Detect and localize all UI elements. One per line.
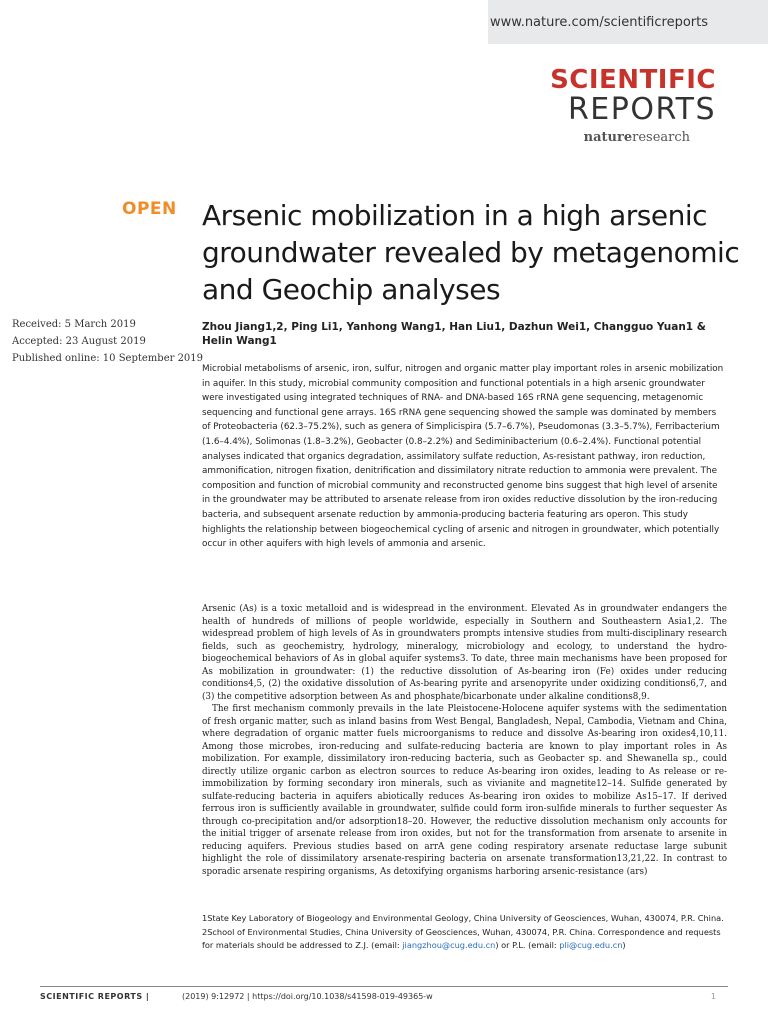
journal-logo	[550, 66, 716, 145]
affiliations-mid: ) or P.L. (email:	[495, 940, 560, 950]
footer-divider	[40, 986, 728, 987]
received-date: Received: 5 March 2019	[12, 319, 136, 330]
email-link-jiang[interactable]: jiangzhou@cug.edu.cn	[402, 940, 496, 950]
page-footer	[40, 992, 728, 1006]
body-paragraph-1: Arsenic (As) is a toxic metalloid and is widespread in the environment. Elevated As in groundwater endangers the health of hundreds of millions of people worldwide, especially in Southern and Southeastern Asia1,2. The widespread problem of high levels of As in groundwaters prompts intensive studies from multi-disciplinary research fields, such as geochemistry, hydrology, mineralogy, microbiology and ecology, to understand the hydro-biogeochemical behaviors of As in global aquifer systems3. To date, three main mechanisms have been proposed for As mobilization in groundwater: (1) the reductive dissolution of As-bearing iron (Fe) oxides under reducing conditions4,5, (2) the oxidative dissolution of As-bearing pyrite and arsenopyrite under oxidizing conditions6,7, and (3) the competitive adsorption between As and phosphate/bicarbonate under alkaline conditions8,9.	[202, 604, 727, 702]
author-list: Zhou Jiang1,2, Ping Li1, Yanhong Wang1, Han Liu1, Dazhun Wei1, Changguo Yuan1 & Helin Wang1	[202, 321, 706, 347]
published-date: Published online: 10 September 2019	[12, 353, 204, 364]
url-bar	[488, 0, 768, 44]
journal-url[interactable]: www.nature.com/scientificreports	[489, 15, 708, 30]
publisher-rest: research	[632, 130, 690, 145]
article-body	[202, 603, 727, 878]
abstract: Microbial metabolisms of arsenic, iron, sulfur, nitrogen and organic matter play important roles in arsenic mobilization in aquifer. In this study, microbial community composition and functional potentials in a high arsenic groundwater were investigated using integrated techniques of RNA- and DNA-based 16S rRNA gene sequencing, metagenomic sequencing and functional gene arrays. 16S rRNA gene sequencing showed the sample was dominated by members of Proteobacteria (62.3–75.2%), such as genera of Simplicispira (5.7–6.7%), Pseudomonas (3.3–5.7%), Ferribacterium (1.6–4.4%), Solimonas (1.8–3.2%), Geobacter (0.8–2.2%) and Sediminibacterium (0.6–2.4%). Functional potential analyses indicated that organics degradation, assimilatory sulfate reduction, As-resistant pathway, iron reduction, ammonification, nitrogen fixation, denitrification and dissimilatory nitrate reduction to ammonia were prevalent. The composition and function of microbial community and reconstructed genome bins suggest that high level of arsenite in the groundwater may be attributed to arsenate release from iron oxides reductive dissolution by the iron-reducing bacteria, and subsequent arsenate reduction by ammonia-producing bacteria featuring ars operon. This study highlights the relationship between biogeochemical cycling of arsenic and nitrogen in groundwater, which potentially occur in other aquifers with high levels of ammonia and arsenic.	[202, 364, 724, 550]
body-paragraph-2: The first mechanism commonly prevails in the late Pleistocene-Holocene aquifer systems with the sedimentation of fresh organic matter, such as inland basins from West Bengal, Bangladesh, Nepal, Cambodia, Vietnam and China, where degradation of organic matter fuels microorganisms to reduce and dissolve As-bearing iron oxides4,10,11. Among those microbes, iron-reducing and sulfate-reducing bacteria are known to play important roles in As mobilization. For example, dissimilatory iron-reducing bacteria, such as Geobacter sp. and Shewanella sp., could directly utilize organic carbon as electron sources to reduce As-bearing iron oxides, leading to As release or re-immobilization by forming secondary iron minerals, such as vivianite and magnetite12–14. Sulfide generated by sulfate-reducing bacteria in aquifers abiotically reduces As-bearing iron oxides to mobilize As15–17. If derived ferrous iron is sufficiently available in groundwater, sulfide could form iron-sulfide minerals to further sequester As through co-precipitation and/or adsorption18–20. However, the reductive dissolution mechanism only accounts for the initial trigger of arsenate release from iron oxides, but not for the transformation from arsenate to arsenite in reducing aquifers. Previous studies based on arrA gene coding respiratory arsenate reductase large subunit highlight the role of dissimilatory arsenate-respiring bacteria on arsenate transformation13,21,22. In contrast to sporadic arsenate respiring organisms, As detoxifying organisms harboring arsenic-resistance (ars)	[202, 704, 727, 877]
publisher-logo	[550, 130, 690, 145]
footer-journal: SCIENTIFIC REPORTS |	[40, 992, 150, 1001]
publisher-bold: nature	[583, 130, 633, 145]
open-access-label: OPEN	[122, 199, 177, 219]
logo-reports: REPORTS	[567, 92, 716, 127]
affiliations	[202, 912, 727, 953]
accepted-date: Accepted: 23 August 2019	[12, 336, 146, 347]
logo-scientific: SCIENTIFIC	[550, 65, 716, 95]
article-dates	[12, 316, 203, 367]
article-title: Arsenic mobilization in a high arsenic groundwater revealed by metagenomic and Geochip analyses	[202, 199, 740, 306]
email-link-li[interactable]: pli@cug.edu.cn	[559, 940, 623, 950]
affiliations-text: 1State Key Laboratory of Biogeology and Environmental Geology, China University of Geosciences, Wuhan, 430074, P.R. China. 2School of Environmental Studies, China University of Geosciences, Wuhan, 430074, P.R. China. Correspondence and requests for materials should be addressed to Z.J. (email:	[202, 913, 724, 950]
affiliations-end: )	[622, 940, 626, 950]
footer-citation[interactable]: (2019) 9:12972 | https://doi.org/10.1038/s41598-019-49365-w	[182, 992, 433, 1001]
page-number: 1	[710, 992, 716, 1001]
